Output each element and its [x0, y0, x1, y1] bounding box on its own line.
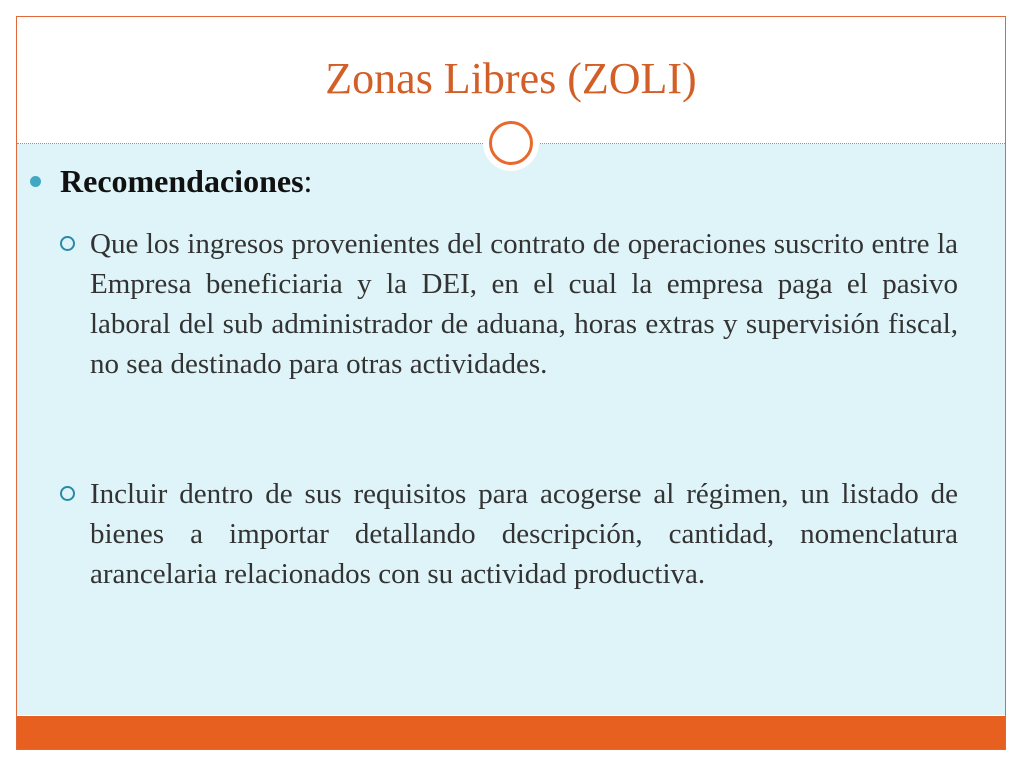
- sub-bullet-text: Que los ingresos provenientes del contrato de operaciones suscrito entre la Empresa beneficiaria y la DEI, en el cual la empresa paga el pasivo laboral del sub administrador de aduana, horas extras y supervisión fiscal, no sea destinado para otras actividades.: [90, 228, 958, 380]
- hollow-circle-bullet-icon: [60, 236, 75, 251]
- footer-bar: [17, 716, 1005, 750]
- sub-bullet-text: Incluir dentro de sus requisitos para acogerse al régimen, un listado de bienes a importar detallando descripción, cantidad, nomenclatura arancelaria relacionados con su actividad productiva.: [90, 478, 958, 590]
- heading-suffix: :: [303, 163, 313, 199]
- heading-text: [60, 162, 312, 200]
- slide-title: Zonas Libres (ZOLI): [325, 54, 697, 103]
- hollow-circle-bullet-icon: [60, 486, 75, 501]
- sub-bullet-1: [60, 224, 958, 384]
- sub-bullet-2: [60, 474, 958, 594]
- circle-ring-icon: [489, 121, 533, 165]
- heading-label: Recomendaciones: [60, 163, 304, 199]
- bullet-dot-icon: [30, 176, 41, 187]
